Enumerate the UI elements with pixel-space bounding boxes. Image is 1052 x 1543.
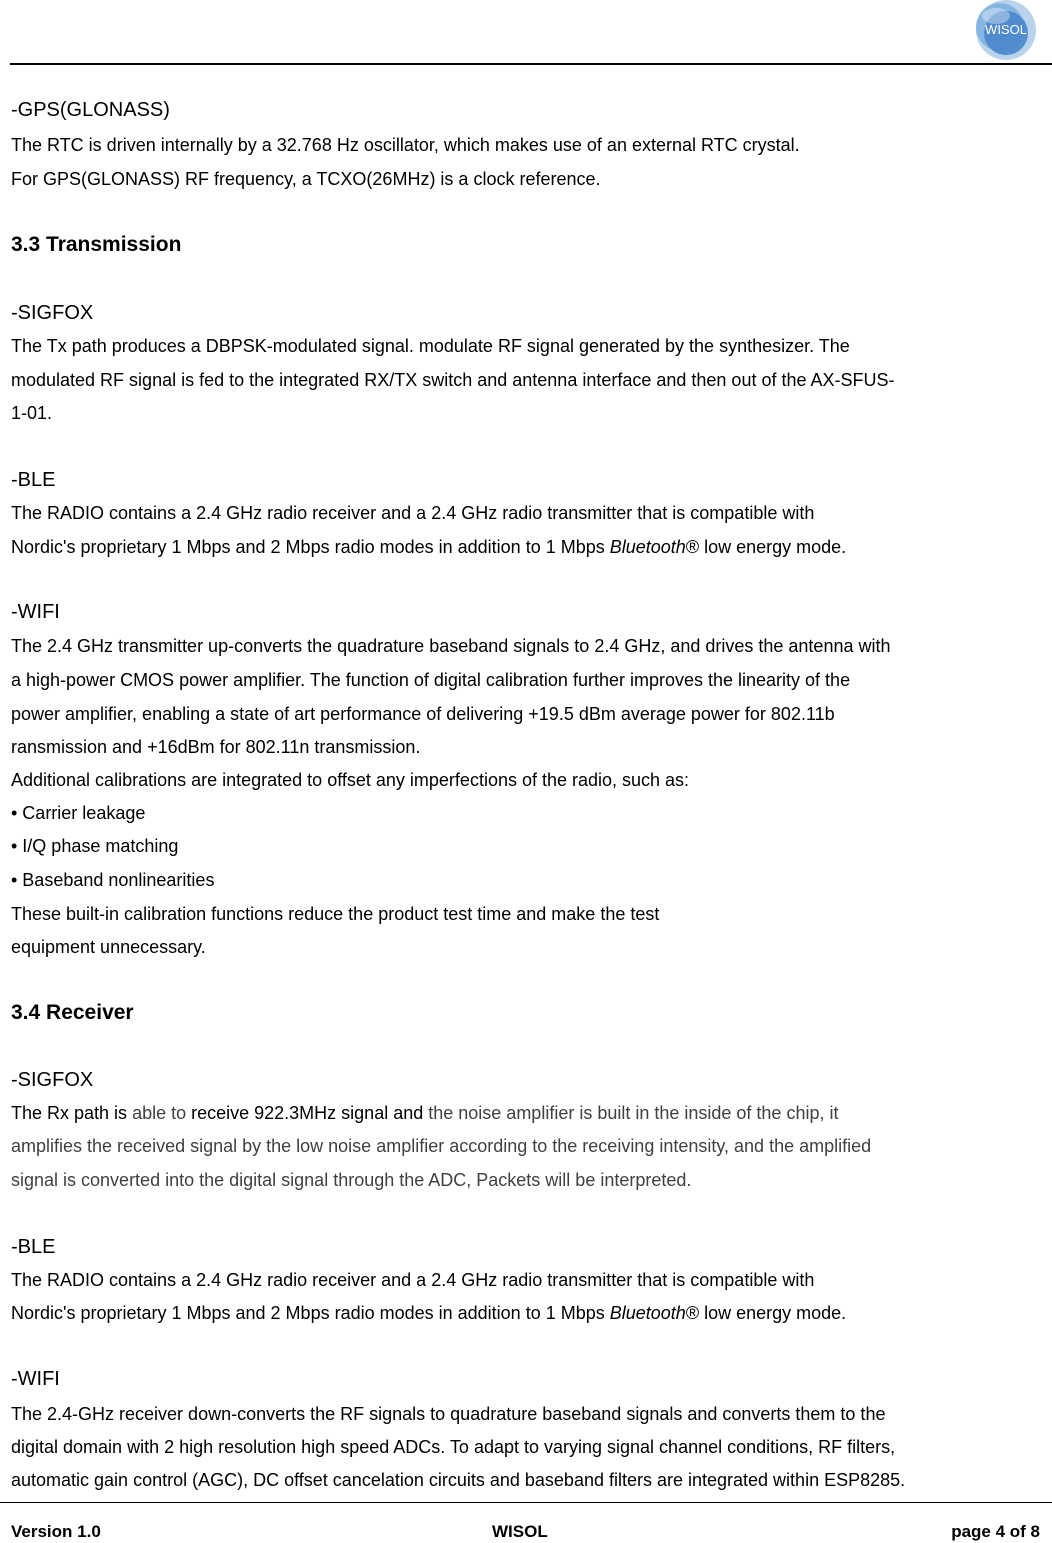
- tx-wifi-line: The 2.4 GHz transmitter up-converts the quadrature baseband signals to 2.4 GHz, and drives the antenna with: [11, 636, 891, 656]
- rx-wifi-line: digital domain with 2 high resolution high speed ADCs. To adapt to varying signal channel conditions, RF filters,: [11, 1437, 896, 1457]
- rx-wifi-line: The 2.4-GHz receiver down-converts the RF signals to quadrature baseband signals and converts them to the: [11, 1404, 886, 1424]
- rx-ble-line: [11, 1302, 846, 1324]
- tx-wifi-line: equipment unnecessary.: [11, 937, 206, 957]
- gps-line: The RTC is driven internally by a 32.768 Hz oscillator, which makes use of an external RTC crystal.: [11, 135, 800, 155]
- tx-wifi-bullet: • Baseband nonlinearities: [11, 870, 215, 890]
- section-title-transmission: 3.3 Transmission: [11, 233, 182, 256]
- bluetooth-italic: Bluetooth: [609, 1303, 686, 1323]
- tx-sigfox-line: 1-01.: [11, 403, 53, 423]
- rx-wifi-heading: -WIFI: [11, 1368, 60, 1390]
- tx-wifi-line: power amplifier, enabling a state of art performance of delivering +19.5 dBm average power for 802.11b: [11, 704, 835, 724]
- tx-wifi-line: a high-power CMOS power amplifier. The function of digital calibration further improves the linearity of the: [11, 670, 851, 690]
- tx-sigfox-line: modulated RF signal is fed to the integrated RX/TX switch and antenna interface and then out of the AX-SFUS-: [11, 370, 895, 390]
- text-run: the noise amplifier is built in the inside of the chip, it: [428, 1103, 839, 1123]
- text-run: ® low energy mode.: [685, 1303, 847, 1323]
- text-run: Nordic's proprietary 1 Mbps and 2 Mbps radio modes in addition to 1 Mbps: [11, 537, 610, 557]
- rx-ble-heading: -BLE: [11, 1236, 56, 1258]
- tx-wifi-line: Additional calibrations are integrated to offset any imperfections of the radio, such as:: [11, 770, 690, 790]
- rx-ble-line: The RADIO contains a 2.4 GHz radio receiver and a 2.4 GHz radio transmitter that is compatible with: [11, 1270, 815, 1290]
- text-run: The Rx path is: [11, 1103, 133, 1123]
- header-rule: [10, 63, 1052, 65]
- section-title-receiver: 3.4 Receiver: [11, 1001, 134, 1024]
- text-run: ® low energy mode.: [685, 537, 847, 557]
- gps-heading: -GPS(GLONASS): [11, 99, 170, 121]
- text-run: able to: [132, 1103, 192, 1123]
- tx-wifi-bullet: • I/Q phase matching: [11, 836, 179, 856]
- bluetooth-italic: Bluetooth: [609, 537, 686, 557]
- tx-wifi-heading: -WIFI: [11, 601, 60, 623]
- wisol-logo: [966, 0, 1038, 62]
- footer-page-number: page 4 of 8: [951, 1522, 1040, 1541]
- tx-ble-line: The RADIO contains a 2.4 GHz radio receiver and a 2.4 GHz radio transmitter that is compatible with: [11, 503, 815, 523]
- footer-company: WISOL: [492, 1522, 548, 1541]
- tx-wifi-line: ransmission and +16dBm for 802.11n transmission.: [11, 737, 421, 757]
- tx-sigfox-heading: -SIGFOX: [11, 302, 94, 324]
- rx-sigfox-line: amplifies the received signal by the low noise amplifier according to the receiving intensity, and the amplified: [11, 1136, 872, 1156]
- footer-rule: [0, 1502, 1052, 1503]
- rx-wifi-line: automatic gain control (AGC), DC offset cancelation circuits and baseband filters are integrated within ESP8285.: [11, 1470, 906, 1490]
- tx-ble-line: [11, 536, 846, 558]
- text-run: Nordic's proprietary 1 Mbps and 2 Mbps radio modes in addition to 1 Mbps: [11, 1303, 610, 1323]
- rx-sigfox-heading: -SIGFOX: [11, 1069, 94, 1091]
- rx-sigfox-line: [11, 1102, 838, 1124]
- tx-ble-heading: -BLE: [11, 469, 56, 491]
- logo-text: WISOL: [985, 22, 1027, 37]
- tx-sigfox-line: The Tx path produces a DBPSK-modulated signal. modulate RF signal generated by the synthesizer. The: [11, 336, 850, 356]
- rx-sigfox-line: signal is converted into the digital signal through the ADC, Packets will be interpreted.: [11, 1170, 692, 1190]
- footer-version: Version 1.0: [11, 1522, 101, 1541]
- tx-wifi-bullet: • Carrier leakage: [11, 803, 146, 823]
- text-run: receive 922.3MHz signal and: [191, 1103, 429, 1123]
- gps-line: For GPS(GLONASS) RF frequency, a TCXO(26MHz) is a clock reference.: [11, 169, 601, 189]
- tx-wifi-line: These built-in calibration functions reduce the product test time and make the test: [11, 904, 660, 924]
